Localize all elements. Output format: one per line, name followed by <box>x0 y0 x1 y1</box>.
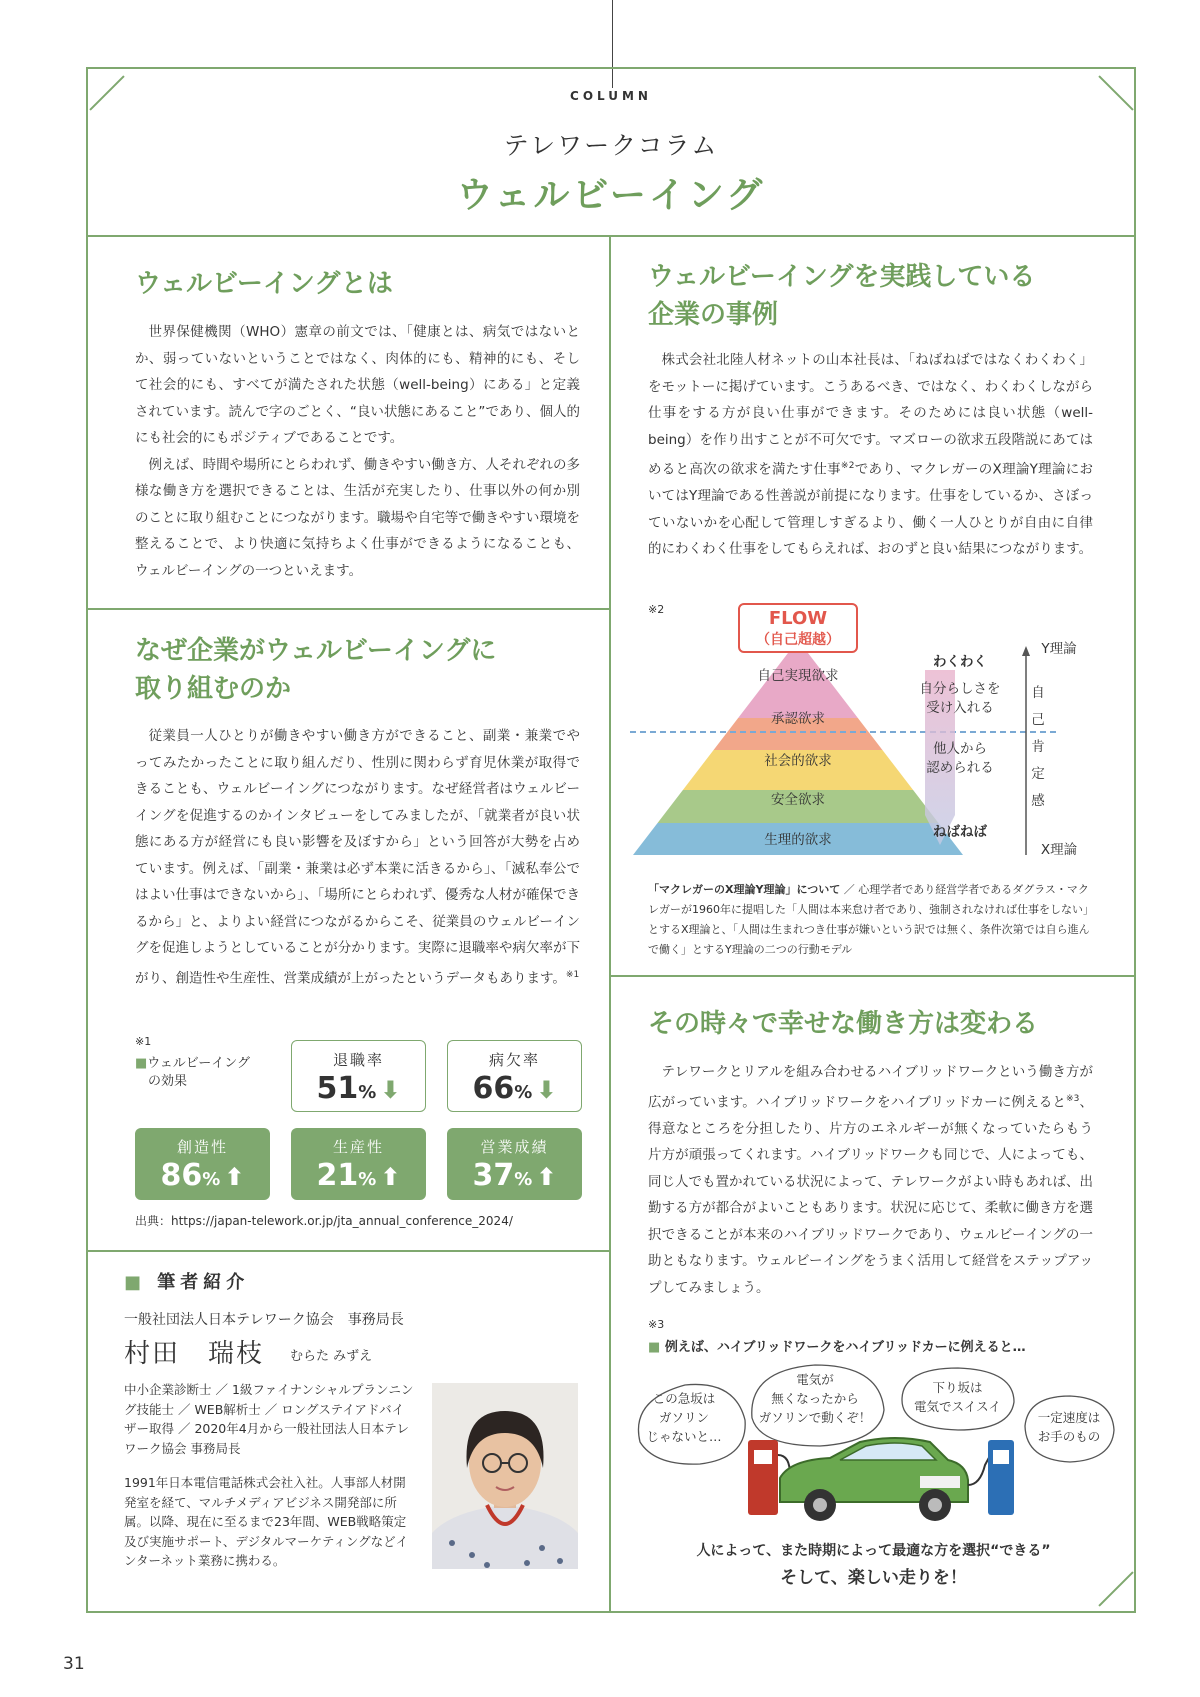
up-arrow-icon <box>1022 646 1030 656</box>
closing-line: そして、楽しい走りを！ <box>780 1568 967 1588</box>
self-accept-label <box>905 680 1015 718</box>
maslow-pyramid <box>630 640 1090 870</box>
author-name: 村田 瑞枝 <box>124 1339 265 1369</box>
section-heading: ウェルビーイングとは <box>135 269 393 299</box>
y-theory-label: Y理論 <box>1041 641 1077 657</box>
bubble-line: この急坂は <box>652 1391 716 1406</box>
neba-label: ねばねば <box>933 824 987 840</box>
vertical-char: 自 <box>1031 685 1045 701</box>
bubble-line: ガソリン <box>658 1410 709 1425</box>
pyramid-label: 安全欲求 <box>771 792 825 808</box>
down-arrow-icon: ⬇ <box>380 1076 401 1104</box>
effects-label-line: ウェルビーイング <box>147 1056 250 1071</box>
stat-label: 創造性 <box>176 1138 228 1156</box>
section-heading <box>135 632 496 708</box>
pyramid-label: 自己実現欲求 <box>757 668 839 684</box>
bubble-line: 電気が <box>796 1372 834 1387</box>
paragraph: 例えば、時間や場所にとらわれず、働きやすい働き方、人それぞれの多様な働き方を選択できることは、生活が充実したり、仕事以外の何か別のことに取り組むことにつながります。職場や自宅等で働きやすい環境を整えることで、より快適に気持ちよく仕事ができるようになることも、ウェルビーイングの一つといえます。 <box>135 456 580 579</box>
pyramid-label: 承認欲求 <box>771 711 825 727</box>
stat-value: 37 <box>472 1158 515 1193</box>
section-body <box>135 723 580 992</box>
flow-subtitle: （自己超越） <box>756 632 840 648</box>
section-body <box>135 319 580 584</box>
bubble-line: 無くなったから <box>771 1391 859 1406</box>
footnote-ref: ※3 <box>1065 1093 1080 1104</box>
x-theory-label: X理論 <box>1040 842 1078 858</box>
up-arrow-icon: ⬆ <box>224 1163 245 1191</box>
note-mark: ※1 <box>135 1035 152 1048</box>
square-bullet-icon: ■ <box>648 1340 661 1355</box>
label-line: 他人から <box>933 741 987 757</box>
page-number: 31 <box>63 1654 85 1674</box>
stat-unit: % <box>358 1082 377 1103</box>
bubble-line: 一定速度は <box>1037 1410 1101 1425</box>
header-divider <box>86 235 1136 237</box>
section-body <box>648 347 1093 563</box>
pyramid-label: 社会的欲求 <box>764 753 832 769</box>
author-heading-text: 筆者紹介 <box>157 1272 250 1293</box>
vertical-char: 己 <box>1031 712 1045 728</box>
author-career: 1991年日本電信電話株式会社入社。人事部人材開発室を経て、マルチメディアビジネス開発部に所属。以降、現在に至るまで23年間、WEB戦略策定及び実施サポート、デジタルマーケティングなどインターネット業務に携わる。 <box>124 1475 409 1568</box>
author-name-reading: むらた みずえ <box>290 1349 373 1364</box>
caption-title: 「マクレガーのX理論Y理論」について <box>648 883 841 896</box>
section-heading: その時々で幸せな働き方は変わる <box>648 1009 1039 1039</box>
square-bullet-icon: ■ <box>124 1272 147 1293</box>
section-body <box>648 1059 1093 1301</box>
stat-unit: % <box>514 1169 533 1190</box>
heading-line: 企業の事例 <box>648 300 779 330</box>
column-label: COLUMN <box>570 89 652 103</box>
heading-line: ウェルビーイングを実践している <box>648 262 1036 292</box>
column-title: ウェルビーイング <box>456 175 766 216</box>
stat-value: 66 <box>472 1071 515 1106</box>
stat-card-retirement <box>291 1040 426 1112</box>
section-divider <box>86 1250 609 1252</box>
paragraph: テレワークとリアルを組み合わせるハイブリッドワークという働き方が広がっています。ハイブリッドワークをハイブリッドカーに例えると <box>648 1064 1093 1110</box>
section-divider <box>611 975 1136 977</box>
section-divider <box>86 608 609 610</box>
note-mark: ※3 <box>648 1318 665 1331</box>
label-line: 自分らしさを <box>919 681 1001 697</box>
down-arrow-icon: ⬇ <box>536 1076 557 1104</box>
vertical-char: 肯 <box>1031 739 1045 755</box>
stat-card-productivity <box>291 1128 426 1200</box>
waku-label: わくわく <box>933 654 987 670</box>
bubble-line: 下り坂は <box>932 1380 983 1395</box>
column-divider <box>609 237 611 1613</box>
stat-label: 営業成績 <box>480 1138 549 1156</box>
bubble-line: お手のもの <box>1037 1429 1101 1444</box>
pyramid-label: 生理的欲求 <box>764 832 832 848</box>
stat-label: 病欠率 <box>488 1051 540 1069</box>
paragraph: 従業員一人ひとりが働きやすい働き方ができること、副業・兼業でやってみたかったことに取り組んだり、性別に関わらず育児休業が取得できることも、ウェルビーイングにつながります。なぜ経営者はウェルビーイングを促進するのかインタビューをしてみましたが、「就業者が良い状態にある方が経営にも良い影響を及ぼすから」という回答が大勢を占めています。例えば、「副業・兼業は必ず本業に活きるから」、「滅私奉公ではよい仕事はできないから」、「場所にとらわれず、優秀な人材が確保できるから」と、よりよい経営につながるからこそ、従業員のウェルビーイングを促進しようとしていることが分かります。実際に退職率や病欠率が下がり、創造性や生産性、営業成績が上がったというデータもあります。 <box>135 728 580 986</box>
author-heading <box>124 1268 249 1294</box>
closing-line: 人によって、また時期によって最適な方を選択“できる” <box>696 1543 1051 1559</box>
stat-unit: % <box>514 1082 533 1103</box>
footnote-ref: ※2 <box>840 461 855 471</box>
other-accept-label <box>905 740 1015 778</box>
effects-label-line: の効果 <box>148 1074 188 1089</box>
effects-label: ■ウェルビーイング の効果 <box>135 1056 250 1089</box>
illustration-title <box>648 1336 1026 1355</box>
stat-label: 退職率 <box>332 1051 384 1069</box>
hybrid-car-illustration <box>630 1360 1120 1535</box>
paragraph: 世界保健機関（WHO）憲章の前文では、「健康とは、病気ではないとか、弱っていないということではなく、肉体的にも、精神的にも、そして社会的にも、すべてが満たされた状態（well-being）にある」と定義されています。読んで字のごとく、“良い状態にあること”であり、個人的にも社会的にもポジティブであることです。 <box>135 324 580 446</box>
footnote-ref: ※1 <box>565 969 580 980</box>
stat-value: 86 <box>160 1158 203 1193</box>
stat-value: 21 <box>316 1158 359 1193</box>
author-qualifications: 中小企業診断士 ／ 1級ファイナンシャルプランニング技能士 ／ WEB解析士 ／ ロングステイアドバイザー取得 ／ 2020年4月から一般社団法人日本テレワーク協会 事務局長 <box>124 1382 414 1456</box>
self-esteem-vertical <box>1028 680 1048 815</box>
up-arrow-icon: ⬆ <box>536 1163 557 1191</box>
stat-card-sick-leave <box>447 1040 582 1112</box>
section-heading <box>648 258 1035 334</box>
vertical-char: 定 <box>1031 766 1045 782</box>
label-line: 認められる <box>926 760 994 776</box>
stat-unit: % <box>358 1169 377 1190</box>
paragraph: であり、マクレガーのX理論Y理論においてはY理論である性善説が前提になります。仕事をしているか、さぼっていないかを心配して管理しすぎるより、働く一人ひとりが自由に自律的にわくわく仕事をしてもらえれば、おのずと良い結果につながります。 <box>648 461 1093 557</box>
paragraph: 、得意なところを分担したり、片方のエネルギーが無くなっていたらもう片方が頑張ってくれます。ハイブリッドワークも同じで、人によっても、同じ人でも置かれている状況によって、テレワークがよい時もあれば、出勤する方が都合がよいこともあります。状況に応じて、柔軟に働き方を選択できることが本来のハイブリッドワークであり、ウェルビーイングの一助ともなります。ウェルビーイングをうまく活用して経営をステップアップしてみましょう。 <box>648 1094 1094 1296</box>
flow-title: FLOW <box>768 608 828 629</box>
stat-unit: % <box>202 1169 221 1190</box>
illustration-title-text: 例えば、ハイブリッドワークをハイブリッドカーに例えると… <box>664 1340 1026 1355</box>
stat-card-sales <box>447 1128 582 1200</box>
label-line: 受け入れる <box>926 700 994 716</box>
bubble-line: 電気でスイスイ <box>914 1399 1001 1414</box>
up-arrow-icon: ⬆ <box>380 1163 401 1191</box>
bubble-line: ガソリンで動くぞ！ <box>758 1410 872 1425</box>
stat-value: 51 <box>316 1071 359 1106</box>
author-org-title: 一般社団法人日本テレワーク協会 事務局長 <box>124 1312 404 1328</box>
caption-text: ／ 心理学者であり経営学者であるダグラス・マクレガーが1960年に提唱した「人間は本来怠け者であり、強制されなければ仕事をしない」とするX理論と、「人間は生まれつき仕事が嫌いという訳では無く、条件次第では自ら進んで働く」とするY理論の二つの行動モデル <box>648 883 1090 956</box>
note-mark: ※2 <box>648 603 665 616</box>
column-subtitle: テレワークコラム <box>503 131 719 160</box>
paragraph: 株式会社北陸人材ネットの山本社長は、「ねばねばではなくわくわく」をモットーに掲げています。こうあるべき、ではなく、わくわくしながら仕事をする方が良い仕事ができます。そのためには良い状態（well-being）を作り出すことが不可欠です。マズローの欲求五段階説にあてはめると高次の欲求を満たす仕事 <box>648 352 1093 478</box>
vertical-char: 感 <box>1031 793 1045 809</box>
author-photo <box>432 1383 578 1569</box>
heading-line: 取り組むのか <box>135 674 292 704</box>
flow-box <box>738 603 858 653</box>
stat-card-creativity <box>135 1128 270 1200</box>
source-citation: 出典：https://japan-telework.or.jp/jta_annual_conference_2024/ <box>135 1214 513 1228</box>
heading-line: なぜ企業がウェルビーイングに <box>135 636 497 666</box>
stat-label: 生産性 <box>332 1138 384 1156</box>
bubble-line: じゃないと… <box>646 1429 722 1444</box>
pyramid-caption <box>648 880 1093 960</box>
